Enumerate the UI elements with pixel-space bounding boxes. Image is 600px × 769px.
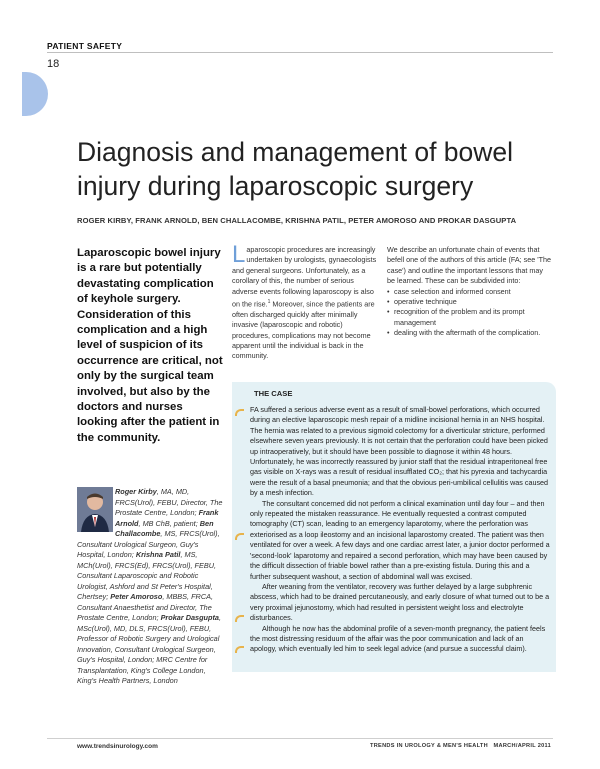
author-credentials: , MA, MD, FRCS(Urol), FEBU, Director, The Prostate Centre, London; xyxy=(115,487,223,517)
intro-column-2 xyxy=(387,245,551,339)
lessons-intro: We describe an unfortunate chain of events that befell one of the authors of this article (FA; see 'The case') and outline the important lessons that may be learned. These can be subdivided into: xyxy=(387,245,551,286)
intro-column-1 xyxy=(232,241,377,362)
list-item: • dealing with the aftermath of the complication. xyxy=(387,328,551,338)
case-marker-icon xyxy=(235,533,244,540)
case-paragraph: The consultant concerned did not perform a clinical examination until day four – and then only repeated the mistaken reassurance. He eventually requested a contrast computed tomography (CT) scan, leading to an emergency laparotomy, where the perforation was exteriorised as a loop ileostomy and an incisional laparostomy created. The patient was then ventilated for over a week. A few days and one cardiac arrest later, a junior doctor performed a 'second-look' laparotomy and repaired a second perforation, which may have been caused by the difficult dissection of friable bowel rather than a pre-existing fistula. During this and a further subsequent washout, a section of abdominal wall was excised. xyxy=(250,498,550,581)
case-paragraph: FA suffered a serious adverse event as a result of small-bowel perforations, which occurred during an elective laparoscopic mesh repair of a midline incisional hernia in an NHS hospital. The hernia was related to a previous sigmoid colectomy for a diverticular stricture, performed elsewhere seven years previously. It is not certain that the perforation could have been picked up intraoperatively, but it should have been possible to diagnose it within 48 hours. Unfortunately, he was incorrectly reassured by junior staff that the residual intraperitoneal free gas visible on X-rays was a result of residual insufflated CO₂; that his pyrexia and tachycardia were the result of a basal pneumonia; and that the obvious peri-umbilical cellulitis was caused by a mesh infection. xyxy=(250,405,549,498)
list-item: • recognition of the problem and its prompt management xyxy=(387,307,551,328)
article-title: Diagnosis and management of bowel injury during laparoscopic surgery xyxy=(77,137,514,201)
author-name: Roger Kirby xyxy=(115,487,157,496)
issue-date: MARCH/APRIL 2011 xyxy=(493,743,552,749)
author-credentials: , MBBS, FRCA, Consultant Anaesthetist and Director, The Prostate Centre, London; xyxy=(77,592,213,622)
author-name: Krishna Patil xyxy=(135,550,181,559)
author-name: Frank Arnold xyxy=(115,508,219,528)
footer-website: www.trendsinurology.com xyxy=(77,743,158,750)
reference-1: 1 xyxy=(267,299,271,306)
list-item: • case selection and informed consent xyxy=(387,287,551,297)
case-paragraph: Although he now has the abdominal profile of a seven-month pregnancy, the patient feels the most distressing residuum of the affair was the poor communication and lack of an apology, which eventually led him to seek legal advice (and pursue a successful claim). xyxy=(250,623,546,654)
author-credentials: , MS, FRCS(Urol), Consultant Urological Surgeon, Guy's Hospital, London; xyxy=(77,529,220,559)
section-label: PATIENT SAFETY xyxy=(47,41,123,51)
author-credentials: , MSc(Urol), MD, DLS, FRCS(Urol), FEBU, Professor of Robotic Surgery and Urological Innovation, Consultant Urological Surgeon, Guy's Hospital, London; MRC Centre for Transplantation, King's College London, King's Health Partners, London xyxy=(77,613,221,685)
author-name: Ben Challacombe xyxy=(115,518,214,538)
journal-name: TRENDS IN UROLOGY & MEN'S HEALTH xyxy=(370,743,488,749)
header-rule xyxy=(47,52,553,53)
footer-journal xyxy=(370,743,551,749)
page-number: 18 xyxy=(47,58,60,70)
author-bio xyxy=(77,487,227,687)
author-list: ROGER KIRBY, FRANK ARNOLD, BEN CHALLACOMBE, KRISHNA PATIL, PETER AMOROSO AND PROKAR DASGUPTA xyxy=(77,216,517,225)
author-credentials: , MS, MCh(Urol), FRCS(Ed), FRCS(Urol), FEBU, Consultant Laparoscopic and Robotic Urologist, Ashford and St Peter's Hospital, Chertsey; xyxy=(77,550,217,601)
case-body xyxy=(250,405,550,655)
intro-text-continued: Moreover, since the patients are often discharged quickly after minimally invasive (laparoscopic and robotic) procedures, complications may not become apparent until the individual is back in the community. xyxy=(232,299,375,361)
footer-rule xyxy=(47,738,553,739)
case-marker-icon xyxy=(235,615,244,622)
standfirst: Laparoscopic bowel injury is a rare but potentially devastating complication of keyhole surgery. Consideration of this complication and a high level of suspicion of its occurrence are critical, not only by the surgical team involved, but also by the doctors and nurses looking after the patient in the community. xyxy=(77,247,223,444)
lessons-list xyxy=(387,287,551,339)
side-tab-decoration xyxy=(22,72,48,116)
list-item: • operative technique xyxy=(387,297,551,307)
case-title: THE CASE xyxy=(254,389,293,398)
case-marker-icon xyxy=(235,646,244,653)
case-paragraph: After weaning from the ventilator, recovery was further delayed by a large subphrenic abscess, which had to be drained percutaneously, and early closure of what turned out to be a very proximal jejunostomy, which had resulted in persistent weight loss and electrolyte disturbances. xyxy=(250,581,550,623)
author-name: Peter Amoroso xyxy=(110,592,163,601)
drop-cap: L xyxy=(232,241,246,268)
case-marker-icon xyxy=(235,409,244,416)
author-name: Prokar Dasgupta xyxy=(160,613,219,622)
intro-text: aparoscopic procedures are increasingly undertaken by urologists, gynaecologists and general surgeons. Unfortunately, as a corollary of this, the number of serious adverse events following laparoscopy is also on the rise. xyxy=(232,245,377,309)
author-credentials: , MB ChB, patient; xyxy=(138,518,200,528)
